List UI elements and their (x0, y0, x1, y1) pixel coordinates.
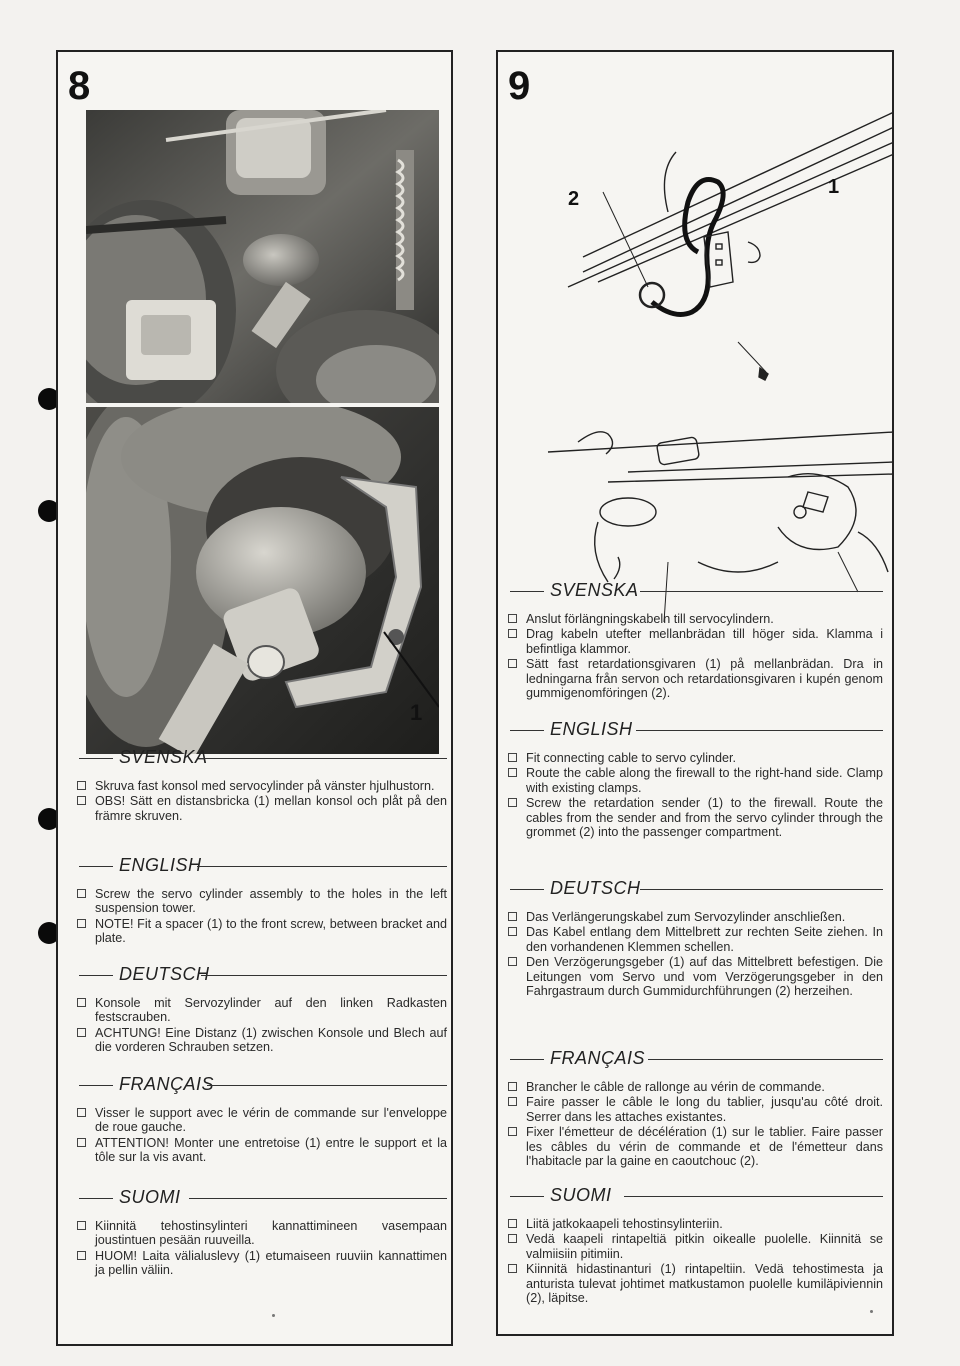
section-heading (508, 1048, 883, 1072)
instruction-item (508, 925, 883, 954)
checkbox-icon (77, 781, 86, 790)
instruction-item (508, 1125, 883, 1168)
instruction-item (508, 657, 883, 700)
instruction-text: Fixer l'émetteur de décélération (1) sur le tablier. Faire passer les câbles du vérin de commande et de l'émetteur dans l'habitacle par la gaine en caoutchouc (2). (526, 1125, 883, 1169)
section-heading (508, 878, 883, 902)
instruction-text: Den Verzögerungsgeber (1) auf das Mittelbrett befestigen. Die Leitungen vom Servo und vom Verzögerungsgeber in den Fahrgastraum durch Gummidurchführungen (2) herzeihen. (526, 955, 883, 999)
instruction-text: Anslut förlängningskabeln till servocylindern. (526, 612, 774, 626)
checkbox-icon (77, 1221, 86, 1230)
checkbox-icon (508, 798, 517, 807)
instruction-item (77, 887, 447, 916)
instruction-text: OBS! Sätt en distansbricka (1) mellan konsol och plåt på den främre skruven. (95, 794, 447, 823)
bracket-closeup-photo (86, 407, 439, 754)
engine-bay-photo (86, 110, 439, 403)
section-francais (77, 1074, 447, 1166)
checkbox-icon (508, 768, 517, 777)
heading-label: SVENSKA (119, 747, 208, 767)
instruction-text: Skruva fast konsol med servocylinder på vänster hjulhustorn. (95, 779, 435, 793)
section-suomi (77, 1187, 447, 1279)
instruction-text: Faire passer le câble le long du tablier, jusqu'au côté droit. Serrer dans les attaches existantes. (526, 1095, 883, 1124)
section-heading (77, 1074, 447, 1098)
instruction-text: Kiinnitä hidastinanturi (1) rintapeltiin. Vedä tehostimesta ja anturista tulevat johtimet matkustamon puolelle kumiläpiviennin (2), läpitse. (526, 1262, 883, 1306)
instruction-item (508, 955, 883, 998)
checkbox-icon (508, 1234, 517, 1243)
heading-label: DEUTSCH (550, 878, 641, 898)
checkbox-icon (508, 1082, 517, 1091)
instruction-item (77, 1249, 447, 1278)
instruction-item (77, 1106, 447, 1135)
instruction-text: NOTE! Fit a spacer (1) to the front screw, between bracket and plate. (95, 916, 447, 946)
page-number: 9 (508, 64, 531, 108)
section-heading (508, 580, 883, 604)
checkbox-icon (508, 614, 517, 623)
heading-label: SUOMI (119, 1187, 181, 1207)
heading-label: DEUTSCH (119, 964, 210, 984)
instruction-item (508, 910, 883, 924)
instruction-item (508, 751, 883, 765)
instruction-item (508, 627, 883, 656)
instruction-text: Route the cable along the firewall to the right-hand side. Clamp with existing clamps. (526, 766, 883, 795)
instruction-text: Das Kabel entlang dem Mittelbrett zur rechten Seite ziehen. In den vorhandenen Klemmen schellen. (526, 925, 883, 954)
instruction-text: Screw the retardation sender (1) to the firewall. Route the cables from the sender and from the servo cylinder through the grommet (2) into the passenger compartment. (526, 796, 883, 840)
instruction-item (77, 794, 447, 823)
section-heading (77, 855, 447, 879)
instruction-item (508, 1095, 883, 1124)
checkbox-icon (77, 1028, 86, 1037)
checkbox-icon (77, 1138, 86, 1147)
instruction-text: ACHTUNG! Eine Distanz (1) zwischen Konsole und Blech auf die vorderen Schrauben setzen. (95, 1025, 447, 1055)
instruction-text: Das Verlängerungskabel zum Servozylinder anschließen. (526, 910, 846, 924)
heading-label: SVENSKA (550, 580, 639, 600)
section-heading (77, 964, 447, 988)
instruction-item (77, 1026, 447, 1055)
instruction-text: Konsole mit Servozylinder auf den linken Radkasten festscrauben. (95, 996, 447, 1025)
instruction-text: Screw the servo cylinder assembly to the holes in the left suspension tower. (95, 887, 447, 916)
photo-callout: 1 (410, 700, 423, 725)
checkbox-icon (77, 919, 86, 928)
section-francais (508, 1048, 883, 1169)
checkbox-icon (508, 753, 517, 762)
heading-label: FRANÇAIS (550, 1048, 646, 1068)
scan-speck (272, 1314, 275, 1317)
checkbox-icon (508, 1219, 517, 1228)
instruction-text: Visser le support avec le vérin de commande sur l'enveloppe de roue gauche. (95, 1106, 447, 1135)
heading-label: SUOMI (550, 1185, 612, 1205)
instruction-item (508, 1217, 883, 1231)
section-english (77, 855, 447, 947)
section-suomi (508, 1185, 883, 1306)
illustration-callout-1: 1 (828, 176, 840, 198)
instruction-item (508, 1080, 883, 1094)
instruction-item (77, 1219, 447, 1248)
section-heading (77, 747, 447, 771)
section-english (508, 719, 883, 840)
checkbox-icon (508, 1097, 517, 1106)
heading-label: FRANÇAIS (119, 1074, 215, 1094)
heading-label: ENGLISH (550, 719, 633, 739)
instruction-text: Drag kabeln utefter mellanbrädan till höger sida. Klamma i befintliga klammor. (526, 627, 883, 656)
checkbox-icon (508, 629, 517, 638)
instruction-item (77, 996, 447, 1025)
instruction-text: Vedä kaapeli rintapeltiä pitkin oikealle puolelle. Kiinnitä se valmiisiin pitimiin. (526, 1232, 883, 1261)
checkbox-icon (77, 1251, 86, 1260)
checkbox-icon (77, 889, 86, 898)
section-heading (508, 1185, 883, 1209)
section-deutsch (77, 964, 447, 1056)
instruction-item (508, 612, 883, 626)
checkbox-icon (508, 927, 517, 936)
section-svenska (508, 580, 883, 701)
page-8-panel (56, 50, 453, 1346)
instruction-text: Fit connecting cable to servo cylinder. (526, 751, 737, 765)
checkbox-icon (77, 1108, 86, 1117)
instruction-text: Kiinnitä tehostinsylinteri kannattimineen vasempaan joustintuen pesään ruuveilla. (95, 1219, 447, 1248)
checkbox-icon (508, 1264, 517, 1273)
instruction-item (77, 917, 447, 946)
instruction-text: Liitä jatkokaapeli tehostinsylinteriin. (526, 1217, 723, 1231)
page-number: 8 (68, 64, 91, 108)
instruction-item (508, 796, 883, 839)
instruction-text: Sätt fast retardationsgivaren (1) på mellanbrädan. Dra in ledningarna från servon och retardationsgivaren i kupén genom gummigenomföringen (2). (526, 657, 883, 701)
section-heading (77, 1187, 447, 1211)
checkbox-icon (508, 912, 517, 921)
instruction-text: Brancher le câble de rallonge au vérin de commande. (526, 1080, 825, 1094)
section-svenska (77, 747, 447, 824)
checkbox-icon (508, 1127, 517, 1136)
scan-speck (870, 1310, 873, 1313)
checkbox-icon (508, 659, 517, 668)
firewall-illustration (538, 92, 894, 622)
checkbox-icon (77, 998, 86, 1007)
checkbox-icon (508, 957, 517, 966)
section-heading (508, 719, 883, 743)
instruction-item (508, 766, 883, 795)
instruction-item (77, 1136, 447, 1165)
instruction-item (508, 1262, 883, 1305)
illustration-callout-2: 2 (568, 188, 580, 210)
checkbox-icon (77, 796, 86, 805)
instruction-text: ATTENTION! Monter une entretoise (1) entre le support et la tôle sur la vis avant. (95, 1135, 447, 1165)
instruction-text: HUOM! Laita välialuslevy (1) etumaiseen ruuviin kannattimen ja pellin väliin. (95, 1248, 447, 1278)
page-9-panel (496, 50, 894, 1336)
heading-label: ENGLISH (119, 855, 202, 875)
section-deutsch (508, 878, 883, 999)
instruction-item (77, 779, 447, 793)
instruction-item (508, 1232, 883, 1261)
